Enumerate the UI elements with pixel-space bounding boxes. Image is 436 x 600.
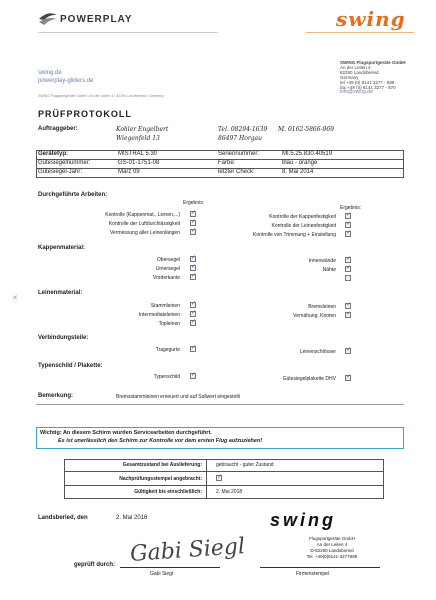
lines-left-item: Stammleinen: [150, 303, 180, 309]
summary-valid-value: 2. Mai 2018: [216, 489, 243, 495]
connectors-right-item: Leinenschlösser: [299, 349, 336, 355]
device-serial-label: Seriennummer:: [218, 151, 260, 157]
signature: Gabi Siegl: [129, 534, 246, 567]
canopy-right-checkbox[interactable]: [345, 257, 351, 263]
work-result-label-left: Ergebnis:: [183, 200, 205, 206]
work-result-label-right: Ergebnis:: [340, 205, 362, 211]
work-right-checkbox[interactable]: [345, 213, 351, 219]
swing-logo: swing: [336, 7, 406, 31]
client-city: 86497 Horgau: [218, 135, 262, 142]
signer-name: Gabi Siegl: [150, 571, 174, 577]
client-name: Kohler Engelbert: [116, 126, 169, 133]
notice-line-1: Wichtig: An diesem Schirm wurden Servicearbeiten durchgeführt.: [40, 430, 212, 436]
placard-left-item: Typenschild: [153, 374, 180, 380]
work-left-checkbox[interactable]: [190, 229, 196, 235]
placard-heading: Typenschild / Plakette:: [38, 363, 103, 369]
summary-stamp-checkbox[interactable]: [216, 475, 222, 481]
canopy-right-checkbox[interactable]: [345, 275, 351, 281]
work-right-checkbox[interactable]: [345, 231, 351, 237]
summary-valid-label: Gültigkeit bis einschließlich:: [134, 489, 202, 495]
lines-left-item: Topleinen: [158, 321, 180, 327]
client-tel: Tel. 08294-1639: [218, 126, 268, 133]
connectors-heading: Verbindungsteile:: [38, 335, 89, 341]
company-name: SWING Flugsportgeräte GmbH: [340, 60, 406, 65]
work-right-item: Kontrolle der Leinenfestigkeit: [271, 223, 336, 229]
device-year-value: März 09: [118, 169, 140, 175]
work-left-item: Vermessung aller Leinenlängen: [109, 230, 180, 236]
powerplay-logo: [38, 10, 58, 33]
checked-by-label: geprüft durch:: [74, 562, 115, 568]
connectors-right-checkbox[interactable]: [345, 348, 351, 354]
connectors-left-checkbox[interactable]: [190, 346, 196, 352]
powerplay-logo-text: POWERPLAY: [60, 14, 133, 25]
stamp-caption: Firmenstempel: [296, 571, 330, 577]
remark-label: Bemerkung:: [38, 393, 74, 399]
canopy-right-item: Nähte: [322, 267, 336, 273]
connectors-left-item: Tragegurte: [155, 347, 180, 353]
stamp-line: Flugsportgeräte GmbH: [309, 536, 355, 541]
canopy-left-checkbox[interactable]: [190, 274, 196, 280]
client-street: Wiegenfeld 13: [116, 135, 160, 142]
lines-right-item: Vernähung, Knoten: [293, 313, 336, 319]
website-swing[interactable]: swing.de: [38, 70, 62, 76]
canopy-heading: Kappenmaterial:: [38, 245, 86, 251]
canopy-left-item: Vorderkante: [153, 275, 180, 281]
device-year-label: Gütesiegel-Jahr:: [38, 169, 83, 175]
canopy-left-item: Obersegel: [156, 257, 180, 263]
lines-heading: Leinenmaterial:: [38, 290, 83, 296]
stamp-line: An der Leiten 4: [316, 542, 348, 547]
work-left-item: Kontrolle (Kappenmat., Leinen,...): [105, 212, 180, 218]
canopy-right-item: Innenwände: [308, 258, 336, 264]
powerplay-emblem-icon: [38, 10, 58, 28]
address-line: SWING Flugsportgeräte GmbH • An der Leiten 4 • 82290 Landsberied • Germany: [38, 94, 164, 98]
company-street: An der Leiten 4: [340, 65, 371, 70]
placard-right-checkbox[interactable]: [345, 375, 351, 381]
lines-right-checkbox[interactable]: [345, 312, 351, 318]
device-color-label: Farbe:: [218, 160, 236, 166]
company-fax: fax +49 (0) 8141 3277 - 870: [340, 85, 396, 90]
device-check-value: 8. Mai 2014: [282, 169, 314, 175]
summary-state-label: Gesamtzustand bei Auslieferung:: [122, 462, 202, 468]
stamp-swing-logo: swing: [270, 510, 337, 530]
lines-left-checkbox[interactable]: [190, 302, 196, 308]
margin-mark-icon: ✕: [12, 295, 18, 302]
placard-right-item: Gütesiegelplakette DHV: [282, 376, 336, 382]
device-seal-value: GS-01-1751-08: [118, 160, 160, 166]
remark-text: Bremsstammleinen erneuert und auf Sollwert eingestellt: [116, 394, 240, 400]
company-block: [340, 60, 406, 95]
work-left-checkbox[interactable]: [190, 220, 196, 226]
lines-left-item: Intermediateleinen: [138, 312, 180, 318]
work-heading: Durchgeführte Arbeiten:: [38, 192, 108, 198]
work-right-checkbox[interactable]: [345, 222, 351, 228]
lines-right-checkbox[interactable]: [345, 303, 351, 309]
summary-state-value: gebraucht - guter Zustand: [216, 462, 274, 468]
website-powerplay[interactable]: powerplay-gliders.de: [38, 78, 94, 84]
work-right-item: Kontrolle von Trimmung + Einstellung: [253, 232, 336, 238]
device-seal-label: Gütesiegelnummer:: [38, 160, 91, 166]
page-title: PRÜFPROTOKOLL: [38, 109, 132, 119]
device-type-value: MISTRAL 5.30: [118, 151, 158, 157]
client-label: Auftraggeber:: [38, 126, 78, 132]
company-tel: tel +49 (0) 8141 3277 - 888: [340, 80, 395, 85]
lines-left-checkbox[interactable]: [190, 320, 196, 326]
lines-left-checkbox[interactable]: [190, 311, 196, 317]
summary-stamp-label: Nachprüfungsstempel angebracht:: [119, 476, 202, 482]
stamp-line: D-82290 Landsberied: [310, 548, 354, 553]
client-mobile: M. 0162-5866-969: [278, 126, 335, 133]
work-left-item: Kontrolle der Luftdurchlässigkeit: [108, 221, 180, 227]
lines-right-item: Bremsleinen: [308, 304, 336, 310]
device-check-label: letzter Check:: [218, 169, 255, 175]
company-country: Germany: [340, 75, 359, 80]
notice-line-2: Es ist unerlässlich den Schirm zur Kontrolle vor dem ersten Flug aufzuziehen!: [58, 438, 263, 444]
canopy-left-checkbox[interactable]: [190, 256, 196, 262]
place-date: 2. Mai 2016: [116, 515, 148, 521]
canopy-left-item: Untersegel: [155, 266, 180, 272]
stamp-address: [292, 536, 372, 560]
work-right-item: Kontrolle der Kappenfestigkeit: [269, 214, 336, 220]
device-color-value: blau - orange: [282, 160, 318, 166]
company-email[interactable]: info@swing.de: [340, 89, 373, 95]
canopy-left-checkbox[interactable]: [190, 265, 196, 271]
company-city: 82290 Landsberied: [340, 70, 379, 75]
device-type-label: Gerätetyp:: [38, 151, 69, 157]
stamp-line: Tel. +49(0)8141-3277888: [306, 554, 358, 559]
placard-left-checkbox[interactable]: [190, 373, 196, 379]
place-label: Landsberied, den: [38, 515, 88, 521]
work-left-checkbox[interactable]: [190, 211, 196, 217]
canopy-right-checkbox[interactable]: [345, 266, 351, 272]
device-serial-value: MI.5.25.830.40519: [282, 151, 333, 157]
